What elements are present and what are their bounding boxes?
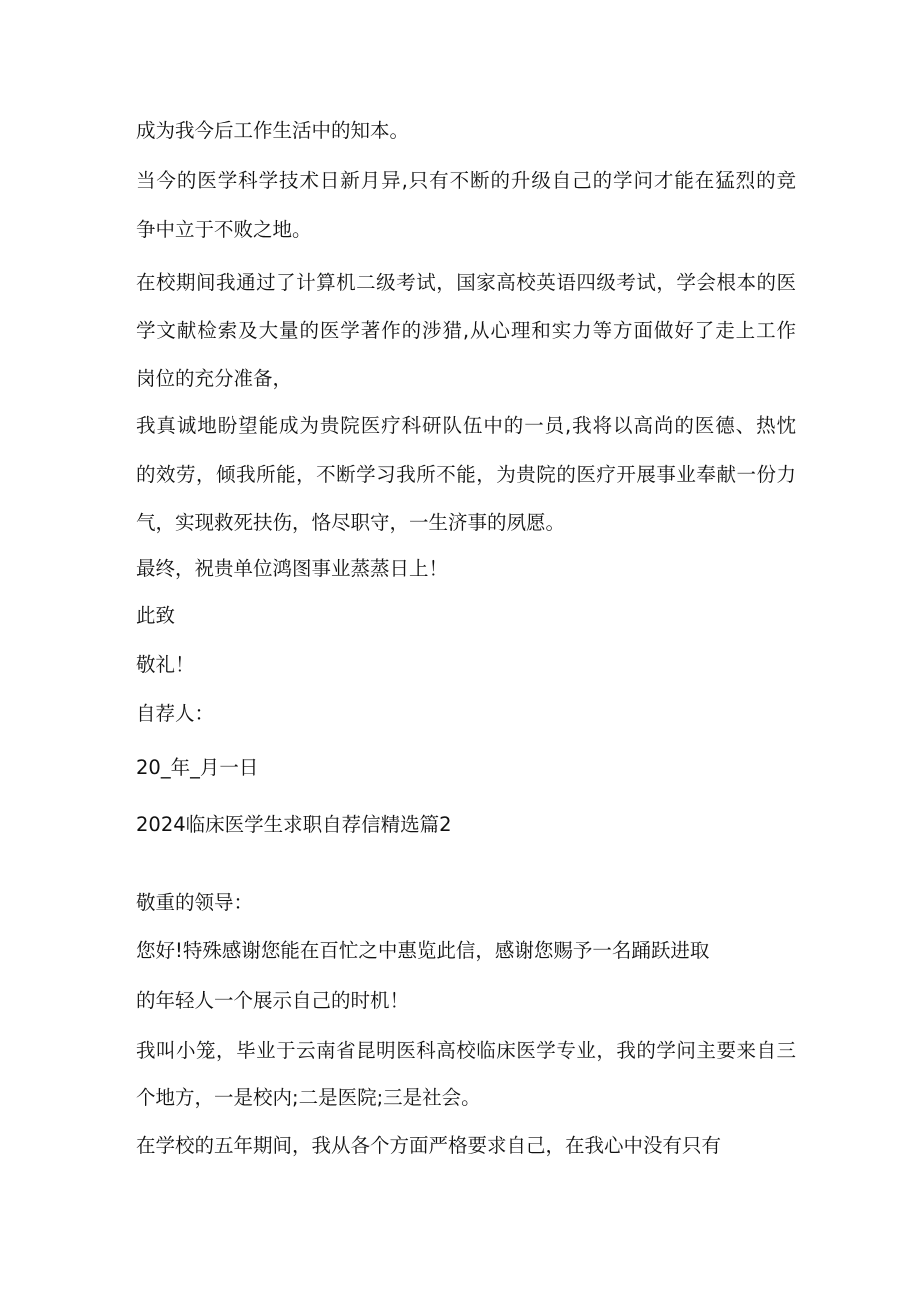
- text-line: 敬重的领导：: [136, 891, 254, 914]
- text-line: 最终，祝贵单位鸿图事业蒸蒸日上！: [136, 557, 449, 580]
- text-line: 在校期间我通过了计算机二级考试，国家高校英语四级考试，学会根本的医: [136, 271, 796, 294]
- text-line: 我叫小笼，毕业于云南省昆明医科高校临床医学专业，我的学问主要来自三: [136, 1039, 796, 1062]
- text-line: 此致: [136, 604, 176, 627]
- text-line: 的年轻人一个展示自己的时机！: [136, 989, 410, 1012]
- text-line: 20_年_月一日: [136, 756, 259, 779]
- text-line: 的效劳，倾我所能，不断学习我所不能，为贵院的医疗开展事业奉献一份力: [136, 463, 796, 486]
- text-line: 我真诚地盼望能成为贵院医疗科研队伍中的一员,我将以高尚的医德、热忱: [136, 414, 796, 437]
- text-line: 气，实现救死扶伤，恪尽职守，一生济事的夙愿。: [136, 511, 566, 534]
- text-line: 当今的医学科学技术日新月异,只有不断的升级自己的学问才能在猛烈的竞: [136, 169, 796, 192]
- text-line: 敬礼！: [136, 653, 195, 676]
- section-heading: 2024临床医学生求职自荐信精选篇2: [136, 813, 452, 836]
- text-line: 在学校的五年期间，我从各个方面严格要求自己，在我心中没有只有: [136, 1134, 722, 1157]
- text-line: 岗位的充分准备，: [136, 367, 293, 390]
- text-line: 您好!特殊感谢您能在百忙之中惠览此信，感谢您赐予一名踊跃进取: [136, 939, 710, 962]
- text-line: 自荐人：: [136, 702, 215, 725]
- text-line: 成为我今后工作生活中的知本。: [136, 119, 410, 142]
- text-line: 个地方，一是校内;二是医院;三是社会。: [136, 1086, 481, 1109]
- text-line: 学文献检索及大量的医学著作的涉猎,从心理和实力等方面做好了走上工作: [136, 319, 796, 342]
- text-line: 争中立于不败之地。: [136, 218, 312, 241]
